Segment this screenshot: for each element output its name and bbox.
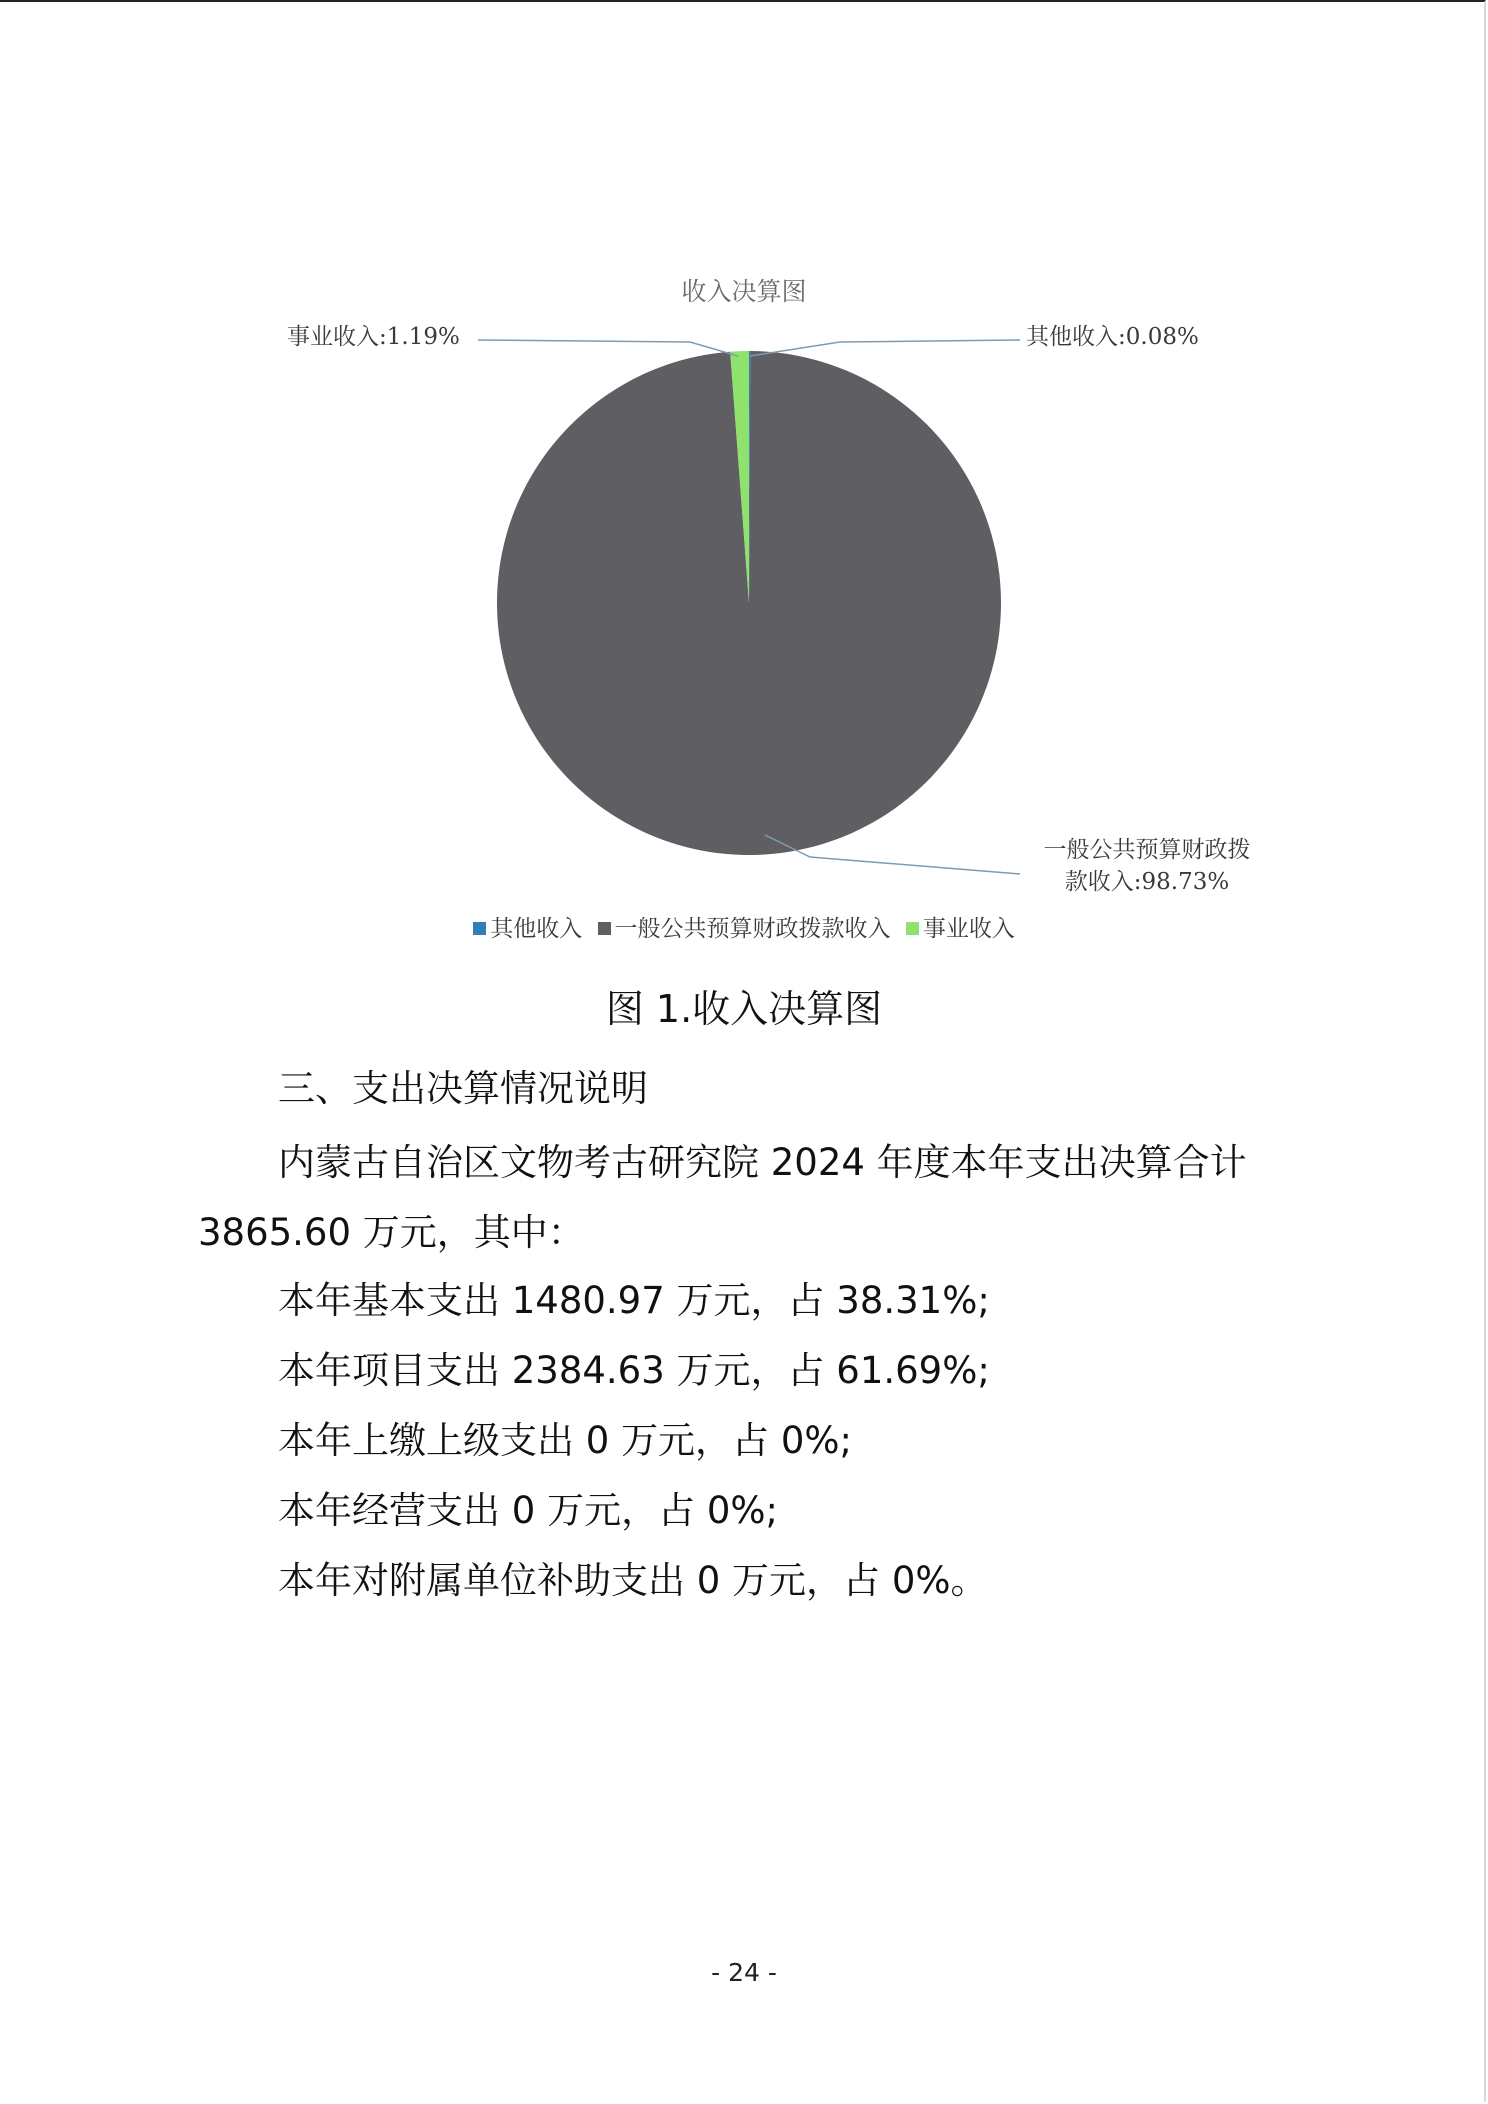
income-pie-chart [0,0,1488,980]
label-service-income: 事业收入:1.19% [287,324,460,350]
label-general-budget-line2: 款收入:98.73% [1064,869,1230,895]
page-number: - 24 - [711,1958,777,1987]
legend-swatch [598,922,611,935]
chart-legend [0,910,1488,943]
leader-line-service-income [478,340,738,356]
legend-swatch [473,922,486,935]
legend-label: 事业收入 [922,916,1015,942]
legend-label: 一般公共预算财政拨款收入 [614,916,891,942]
expense-item-subsidiary: 本年对附属单位补助支出 0 万元，占 0%。 [278,1559,988,1602]
expense-item-project: 本年项目支出 2384.63 万元，占 61.69%; [278,1349,990,1392]
section-heading: 三、支出决算情况说明 [278,1067,648,1110]
legend-item-other-income [473,910,582,943]
chart-title: 收入决算图 [681,277,807,306]
legend-item-service-income [906,910,1015,943]
expense-item-remit-upper: 本年上缴上级支出 0 万元，占 0%; [278,1419,852,1462]
expense-item-basic: 本年基本支出 1480.97 万元，占 38.31%; [278,1279,990,1322]
expense-item-operating: 本年经营支出 0 万元，占 0%; [278,1489,778,1532]
legend-item-general-budget [598,910,891,943]
leader-line-other-income [750,340,1020,356]
section-paragraph: 内蒙古自治区文物考古研究院 2024 年度本年支出决算合计 3865.60 万元，其中： [198,1141,1247,1254]
label-general-budget-line1: 一般公共预算财政拨 [1043,837,1251,863]
legend-swatch [906,922,919,935]
figure-caption: 图 1.收入决算图 [605,987,883,1031]
legend-label: 其他收入 [490,916,583,942]
label-other-income: 其他收入:0.08% [1026,324,1199,350]
label-general-budget [1022,834,1272,898]
